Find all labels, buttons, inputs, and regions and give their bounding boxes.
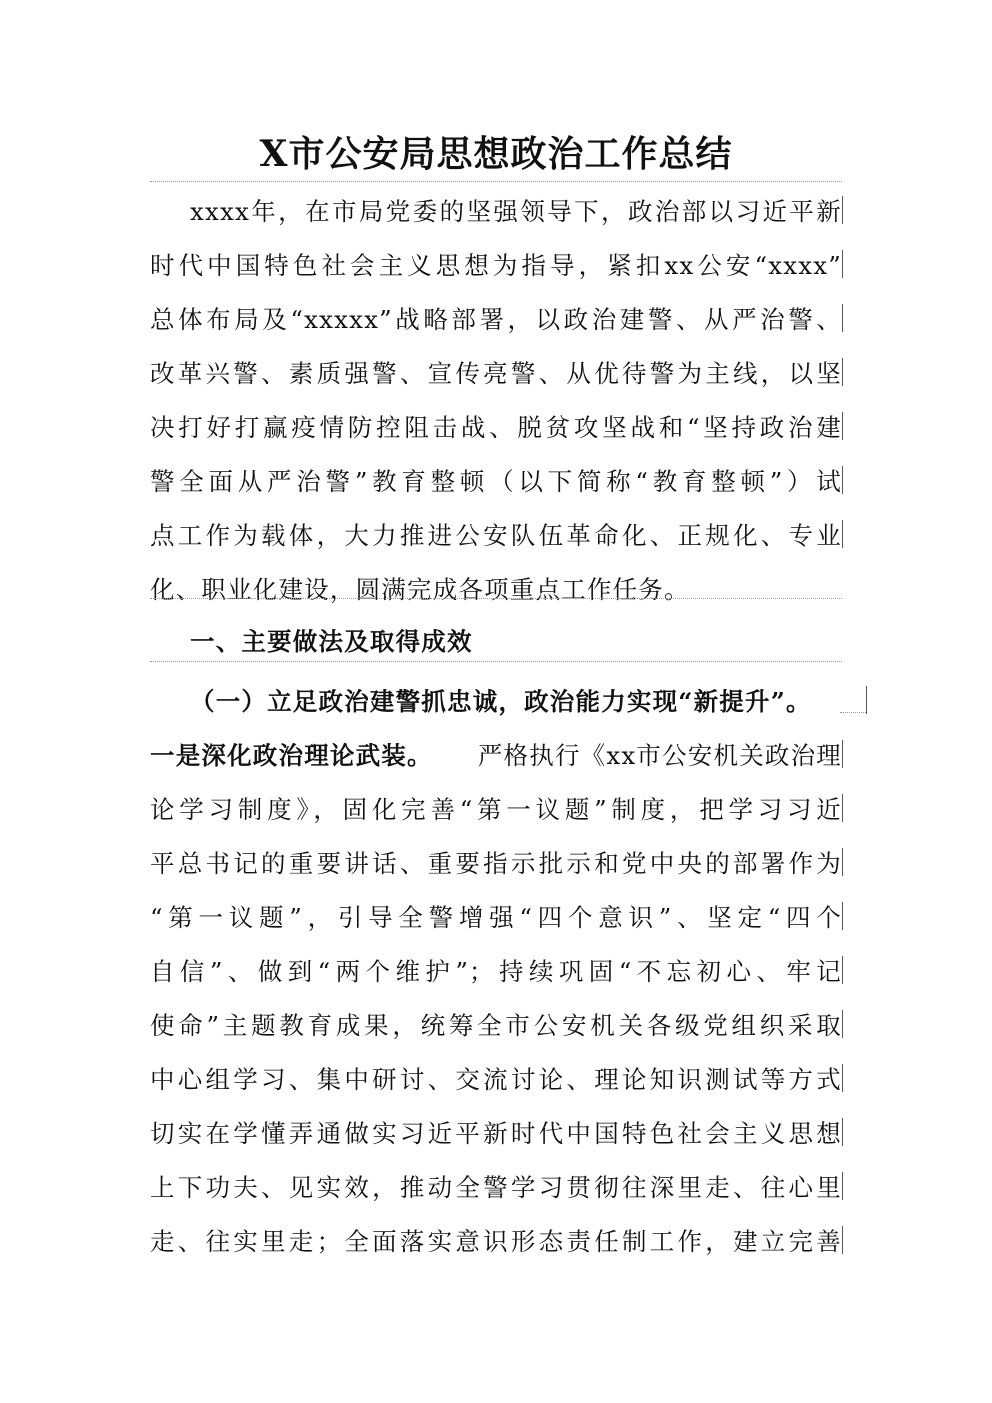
- margin-mark: [842, 794, 843, 822]
- margin-mark: [842, 902, 843, 930]
- body-line-7: 中心组学习、集中研讨、交流讨论、理论知识测试等方式: [150, 1065, 842, 1094]
- intro-line-8: 化、职业化建设，圆满完成各项重点工作任务。: [150, 575, 690, 604]
- intro-line-5: 决打好打赢疫情防控阻击战、脱贫攻坚战和“坚持政治建: [150, 413, 842, 442]
- intro-line-7: 点工作为载体，大力推进公安队伍革命化、正规化、专业: [150, 521, 842, 550]
- intro-line-4: 改革兴警、素质强警、宣传亮警、从优待警为主线，以坚: [150, 359, 842, 388]
- title-rule: [150, 181, 842, 182]
- margin-mark: [842, 466, 843, 494]
- intro-line-2: 时代中国特色社会主义思想为指导，紧扣xx公安“xxxx”: [150, 251, 842, 280]
- section-heading: 一、主要做法及取得成效: [190, 627, 473, 656]
- intro-rule: [150, 598, 842, 599]
- margin-mark: [842, 1064, 843, 1092]
- margin-mark: [842, 520, 843, 548]
- margin-mark: [842, 250, 843, 278]
- body-line-8: 切实在学懂弄通做实习近平新时代中国特色社会主义思想: [150, 1119, 842, 1148]
- section-rule: [150, 661, 842, 662]
- body-line-5: 自信”、做到“两个维护”；持续巩固“不忘初心、牢记: [150, 957, 842, 986]
- margin-mark: [842, 740, 843, 768]
- margin-mark: [866, 686, 867, 714]
- margin-mark: [842, 358, 843, 386]
- margin-mark: [842, 1118, 843, 1146]
- intro-line-1: xxxx年，在市局党委的坚强领导下，政治部以习近平新: [190, 197, 842, 226]
- subsection-rule: [840, 712, 866, 713]
- margin-mark: [842, 1226, 843, 1254]
- subsection-heading: （一）立足政治建警抓忠诚，政治能力实现“新提升”。: [190, 687, 812, 716]
- point-line-1-text: 严格执行《xx市公安机关政治理: [477, 741, 842, 770]
- body-line-10: 走、往实里走；全面落实意识形态责任制工作，建立完善: [150, 1227, 842, 1256]
- point-line-1: [150, 734, 842, 778]
- document-title: X市公安局思想政治工作总结: [259, 133, 733, 175]
- intro-line-6: 警全面从严治警”教育整顿（以下简称“教育整顿”）试: [150, 467, 842, 496]
- body-line-3: 平总书记的重要讲话、重要指示批示和党中央的部署作为: [150, 849, 842, 878]
- margin-mark: [842, 412, 843, 440]
- body-line-4: “第一议题”，引导全警增强“四个意识”、坚定“四个: [150, 903, 842, 932]
- point-label: 一是深化政治理论武装。: [150, 741, 433, 770]
- body-line-2: 论学习制度》，固化完善“第一议题”制度，把学习习近: [150, 795, 842, 824]
- margin-mark: [842, 956, 843, 984]
- margin-mark: [842, 304, 843, 332]
- intro-line-3: 总体布局及“xxxxx”战略部署，以政治建警、从严治警、: [150, 305, 842, 334]
- margin-mark: [842, 1010, 843, 1038]
- body-line-9: 上下功夫、见实效，推动全警学习贯彻往深里走、往心里: [150, 1173, 842, 1202]
- margin-mark: [842, 196, 843, 224]
- margin-mark: [842, 848, 843, 876]
- body-line-6: 使命”主题教育成果，统筹全市公安机关各级党组织采取: [150, 1011, 842, 1040]
- margin-mark: [842, 1172, 843, 1200]
